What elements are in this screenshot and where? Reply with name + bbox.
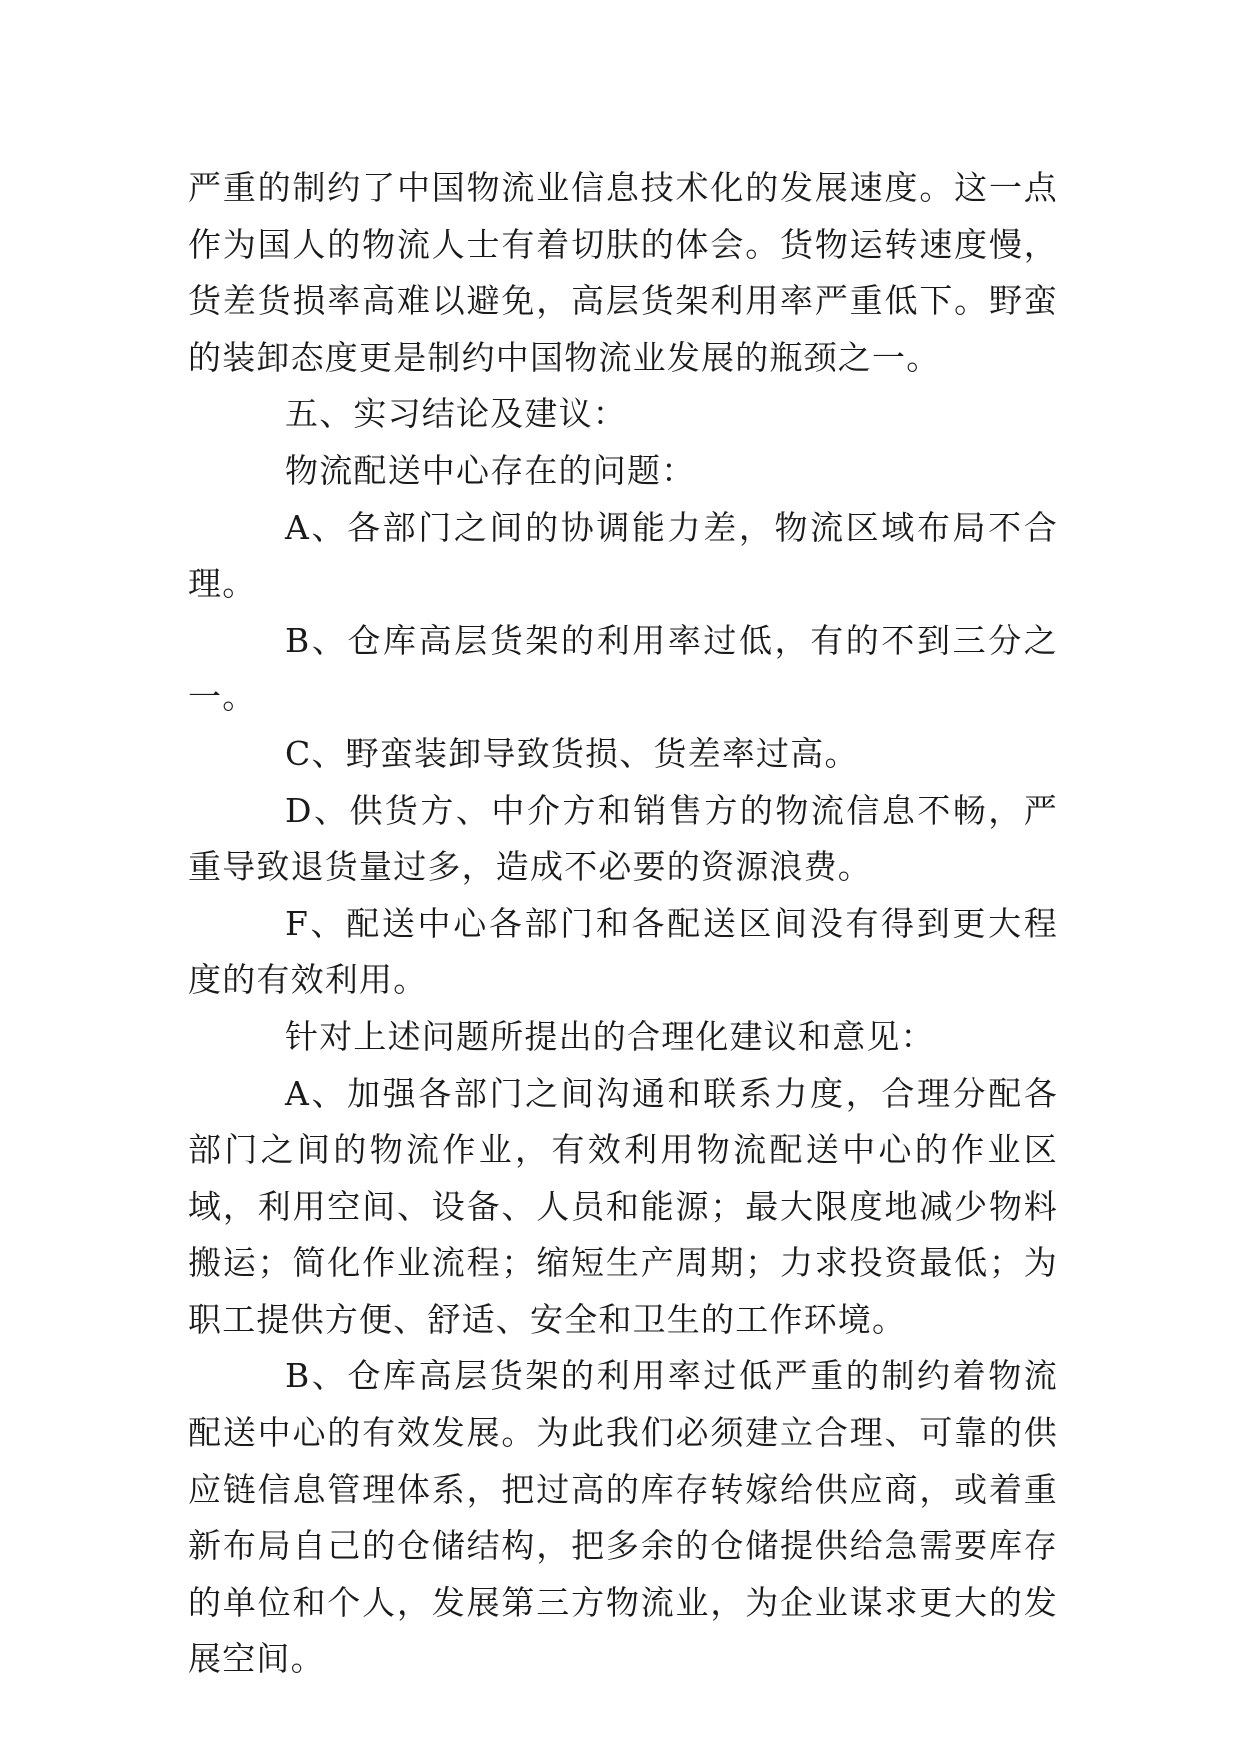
document-body (188, 160, 1058, 1688)
section-heading-conclusion: 五、实习结论及建议： (285, 394, 627, 434)
subheading-suggestions: 针对上述问题所提出的合理化建议和意见： (285, 1016, 935, 1056)
problem-item-f: F、配送中心各部门和各配送区间没有得到更大程度的有效利用。 (188, 903, 1058, 1000)
problem-item-a: A、各部门之间的协调能力差，物流区域布局不合理。 (188, 507, 1058, 604)
problem-item-b: B、仓库高层货架的利用率过低，有的不到三分之一。 (188, 620, 1058, 717)
paragraph-continuation: 严重的制约了中国物流业信息技术化的发展速度。这一点作为国人的物流人士有着切肤的体会。货物运转速度慢，货差货损率高难以避免，高层货架利用率严重低下。野蛮的装卸态度更是制约中国物流业发展的瓶颈之一。 (188, 168, 1058, 377)
subheading-problems: 物流配送中心存在的问题： (285, 450, 696, 490)
suggestion-item-b: B、仓库高层货架的利用率过低严重的制约着物流配送中心的有效发展。为此我们必须建立合理、可靠的供应链信息管理体系，把过高的库存转嫁给供应商，或着重新布局自己的仓储结构，把多余的仓储提供给急需要库存的单位和个人，发展第三方物流业，为企业谋求更大的发展空间。 (188, 1356, 1058, 1679)
problem-item-d: D、供货方、中介方和销售方的物流信息不畅，严重导致退货量过多，造成不必要的资源浪费。 (188, 790, 1058, 887)
suggestion-item-a: A、加强各部门之间沟通和联系力度，合理分配各部门之间的物流作业，有效利用物流配送中心的作业区域，利用空间、设备、人员和能源；最大限度地减少物料搬运；简化作业流程；缩短生产周期；力求投资最低；为职工提供方便、舒适、安全和卫生的工作环境。 (188, 1073, 1058, 1339)
problem-item-c: C、野蛮装卸导致货损、货差率过高。 (285, 733, 859, 773)
